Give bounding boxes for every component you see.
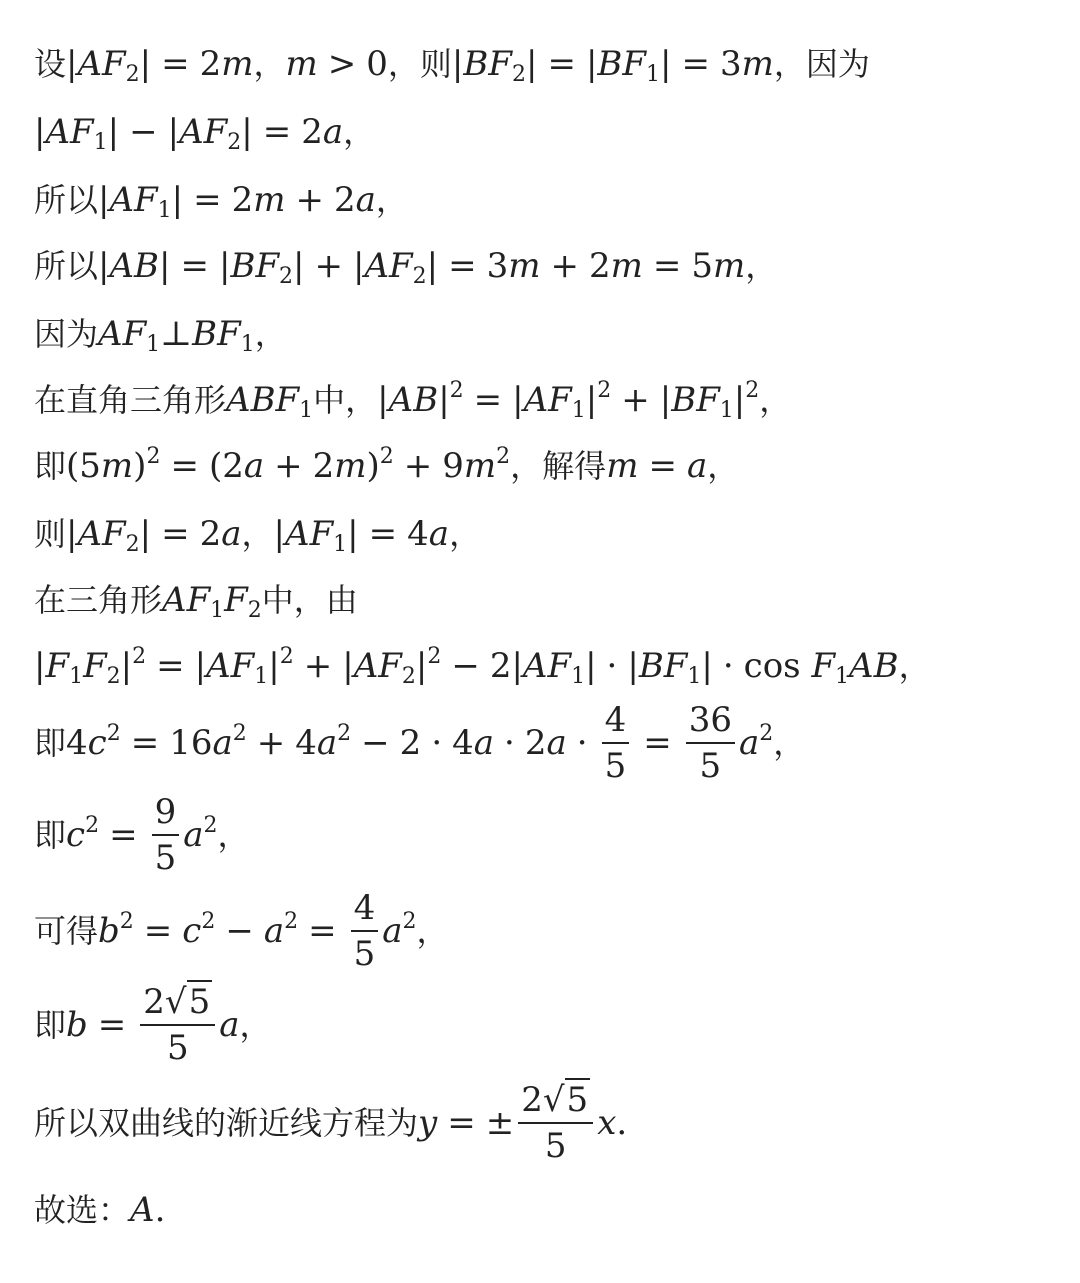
solution-line-16: 故选：A. (34, 1190, 166, 1230)
solution-line-13: 可得$b^2 = c^2 - a^2$ = $\frac{4}{5}$ $a^2$， (34, 888, 449, 974)
solution-line-7: 即$(5m)^2 = (2a + 2m)^2 + 9m^2$，解得m = a， (34, 444, 740, 486)
solution-line-6: 在直角三角形$ABF_1$中，$|AB|^2 = |AF_1|^2 + |BF_1|^2$， (34, 378, 792, 423)
solution-line-3: 所以$|AF_1| = 2m + 2a$， (34, 180, 408, 223)
solution-line-12: 即$c^2$ = $\frac{9}{5}$ $a^2$， (34, 792, 250, 878)
solution-line-8: 则$|AF_2| = 2a$，$|AF_1| = 4a$， (34, 514, 482, 557)
solution-line-2: $|AF_1| - |AF_2| = 2a$， (34, 112, 376, 155)
solution-line-10: $|F_1F_2|^2 = |AF_1|^2 + |AF_2|^2 - 2|AF_1| \cdot |BF_1| \cdot \cos F_1AB$， (34, 644, 931, 689)
solution-line-11: 即$4c^2 = 16a^2 + 4a^2 - 2 \cdot 4a \cdot 2a$ · $\frac{4}{5}$ = $\frac{36}{5}$ $a^2$， (34, 700, 806, 786)
solution-line-5: 因为$AF_1\perp BF_1$， (34, 314, 287, 357)
solution-line-14: 即b = $\frac{2√5}{5}$ a， (34, 982, 272, 1068)
solution-line-1: 设$|AF_2| = 2m$，m > 0，则$|BF_2| = |BF_1| = 3m$，因为 (34, 44, 870, 87)
solution-line-9: 在三角形$AF_1F_2$中，由 (34, 580, 358, 623)
solution-line-4: 所以$|AB| = |BF_2| + |AF_2| = 3m + 2m = 5m$， (34, 246, 778, 289)
solution-line-15: 所以双曲线的渐近线方程为y = ± $\frac{2√5}{5}$ x. (34, 1080, 628, 1166)
